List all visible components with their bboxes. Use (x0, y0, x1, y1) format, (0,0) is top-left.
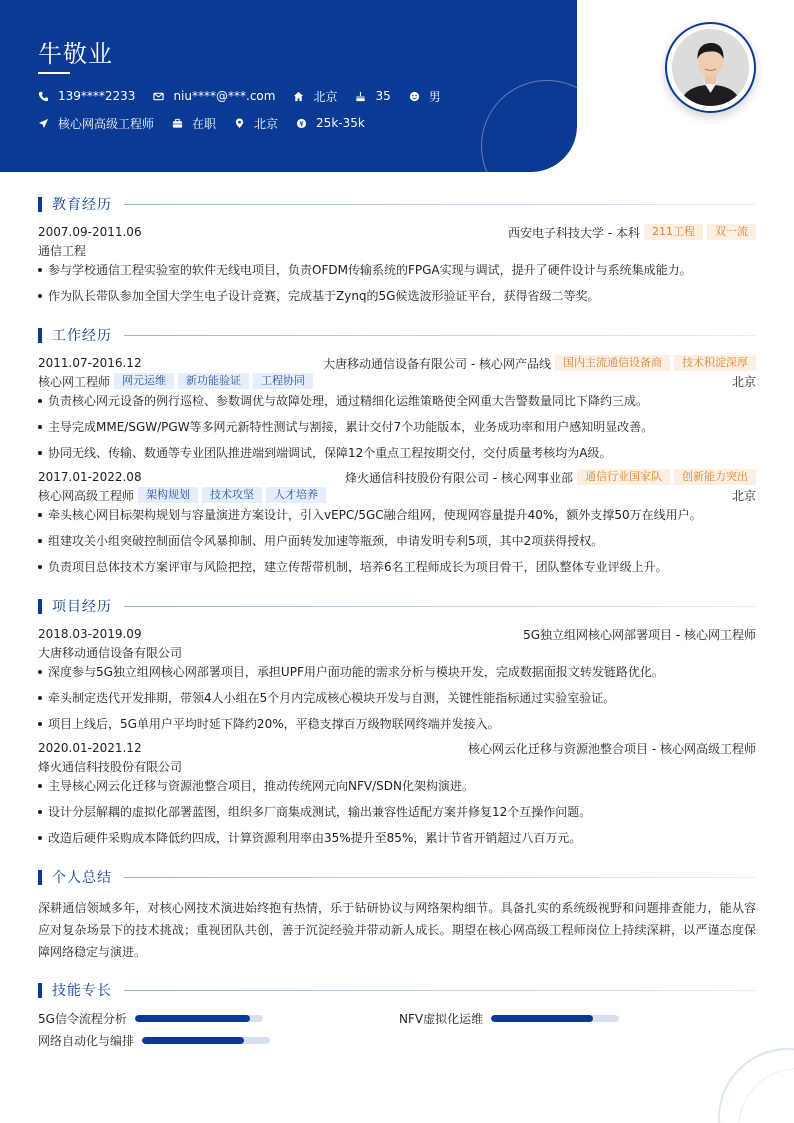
location-item (293, 88, 337, 105)
skill-tag: 人才培养 (266, 487, 326, 503)
salary-item (296, 116, 365, 130)
age-item (355, 89, 390, 103)
work-header-row (38, 469, 756, 485)
section-marker (38, 983, 42, 998)
skill-tag: 架构规划 (138, 487, 198, 503)
skill-level-fill (491, 1015, 593, 1022)
project-bullet: 牵头制定迭代开发排期，带领4人小组在5个月内完成核心模块开发与自测，关键性能指标通过实验室验证。 (38, 690, 756, 706)
summary-section-header (38, 869, 756, 885)
work-bullet: 负责项目总体技术方案评审与风险把控，建立传帮带机制，培养6名工程师成长为项目骨干，团队整体专业评级上升。 (38, 559, 756, 575)
skill-name: NFV虚拟化运维 (399, 1011, 484, 1026)
target-title-text: 核心网高级工程师 (58, 116, 155, 131)
work-company: 烽火通信科技股份有限公司 - 核心网事业部 (345, 470, 573, 485)
project-org-row (38, 644, 756, 660)
project-header-row (38, 740, 756, 756)
section-divider (124, 606, 756, 607)
section-divider (124, 204, 756, 205)
skill-tag: 技术攻坚 (202, 487, 262, 503)
projects-title: 项目经历 (52, 599, 112, 615)
work-role: 核心网工程师 (38, 374, 111, 389)
age-text: 35 (375, 89, 391, 103)
education-period: 2007.09-2011.06 (38, 225, 142, 239)
gender-item (409, 88, 441, 105)
work-section-header (38, 327, 756, 343)
phone-text: 139****2233 (58, 89, 136, 103)
skill-item (38, 1032, 270, 1048)
school-tag: 211工程 (644, 224, 703, 240)
education-bullet: 参与学校通信工程实验室的软件无线电项目，负责OFDM传输系统的FPGA实现与调试，提升了硬件设计与系统集成能力。 (38, 262, 756, 278)
avatar-photo (672, 29, 749, 106)
projects-section-header (38, 598, 756, 614)
send-icon (38, 118, 49, 129)
company-tag: 国内主流通信设备商 (555, 355, 670, 371)
location-text: 北京 (313, 89, 338, 104)
gender-icon (409, 91, 420, 102)
avatar (665, 22, 756, 113)
work-bullet: 负责核心网元设备的例行巡检、参数调优与故障处理，通过精细化运维策略使全网重大告警数量同比下降约三成。 (38, 393, 756, 409)
section-marker (38, 328, 42, 343)
work-role-row (38, 487, 756, 503)
company-tag: 创新能力突出 (674, 469, 756, 485)
phone-item (38, 89, 135, 103)
home-icon (293, 91, 304, 102)
intention-row (38, 115, 383, 131)
briefcase-icon (172, 118, 183, 129)
contact-row (38, 88, 459, 104)
school-tag: 双一流 (707, 224, 756, 240)
project-bullet: 主导核心网云化迁移与资源池整合项目，推动传统网元向NFV/SDN化架构演进。 (38, 778, 756, 794)
work-company: 大唐移动通信设备有限公司 - 核心网产品线 (323, 356, 551, 371)
status-item (172, 115, 216, 132)
project-bullet: 项目上线后，5G单用户平均时延下降约20%，平稳支撑百万级物联网终端并发接入。 (38, 716, 756, 732)
section-marker (38, 870, 42, 885)
header-banner (0, 0, 577, 172)
project-org: 烽火通信科技股份有限公司 (38, 759, 183, 774)
section-divider (124, 335, 756, 336)
skill-item (38, 1010, 263, 1026)
education-title: 教育经历 (52, 197, 112, 213)
status-text: 在职 (192, 116, 217, 131)
company-tag: 技术积淀深厚 (674, 355, 756, 371)
work-bullet: 主导完成MME/SGW/PGW等多网元新特性测试与割接，累计交付7个功能版本，业务成功率和用户感知明显改善。 (38, 419, 756, 435)
skill-level-bar (135, 1015, 263, 1022)
skills-section-header (38, 982, 756, 998)
name-underline (38, 72, 70, 74)
work-city: 北京 (731, 488, 756, 503)
mail-icon (153, 91, 164, 102)
skills-title: 技能专长 (52, 983, 112, 999)
project-period: 2020.01-2021.12 (38, 741, 142, 755)
work-header-row (38, 355, 756, 371)
education-header-row (38, 224, 756, 240)
work-company-group (345, 469, 756, 486)
project-name: 5G独立组网核心网部署项目 - 核心网工程师 (523, 627, 756, 642)
work-period: 2017.01-2022.08 (38, 470, 142, 484)
company-tag: 通信行业国家队 (577, 469, 670, 485)
work-company-group (323, 355, 756, 372)
project-org: 大唐移动通信设备有限公司 (38, 645, 183, 660)
candidate-name: 牛敬业 (38, 40, 113, 68)
summary-title: 个人总结 (52, 870, 112, 886)
education-school: 西安电子科技大学 - 本科 (508, 225, 640, 240)
project-period: 2018.03-2019.09 (38, 627, 142, 641)
skill-level-fill (142, 1037, 244, 1044)
skill-tag: 工程协同 (253, 373, 313, 389)
work-period: 2011.07-2016.12 (38, 356, 142, 370)
project-org-row (38, 758, 756, 774)
work-bullet: 组建攻关小组突破控制面信令风暴抑制、用户面转发加速等瓶颈，申请发明专利5项，其中2项获得授权。 (38, 533, 756, 549)
section-marker (38, 599, 42, 614)
email-item (153, 89, 275, 103)
skill-name: 5G信令流程分析 (38, 1011, 127, 1026)
skill-item (399, 1010, 619, 1026)
phone-icon (38, 91, 49, 102)
skill-level-bar (142, 1037, 270, 1044)
skill-level-fill (135, 1015, 250, 1022)
work-role: 核心网高级工程师 (38, 488, 135, 503)
work-role-row (38, 373, 756, 389)
target-title-item (38, 115, 154, 132)
project-bullet: 深度参与5G独立组网核心网部署项目，承担UPF用户面功能的需求分析与模块开发，完成数据面报文转发链路优化。 (38, 664, 756, 680)
education-bullet: 作为队长带队参加全国大学生电子设计竞赛，完成基于Zynq的5G候选波形验证平台，获得省级二等奖。 (38, 288, 756, 304)
section-divider (124, 877, 756, 878)
person-portrait-icon (672, 29, 749, 106)
skill-name: 网络自动化与编排 (38, 1033, 135, 1048)
decorative-circle (481, 80, 577, 172)
section-divider (124, 990, 756, 991)
money-icon (296, 118, 307, 129)
work-role-group (38, 487, 326, 504)
cake-icon (355, 91, 366, 102)
education-section-header (38, 196, 756, 212)
salary-text: 25k-35k (316, 116, 365, 130)
gender-text: 男 (428, 89, 441, 104)
project-name: 核心网云化迁移与资源池整合项目 - 核心网高级工程师 (468, 741, 756, 756)
pin-icon (234, 118, 245, 129)
project-header-row (38, 626, 756, 642)
work-role-group (38, 373, 313, 390)
email-text: niu****@***.com (173, 89, 276, 103)
skill-level-bar (491, 1015, 619, 1022)
target-city-text: 北京 (254, 116, 279, 131)
skill-tag: 新功能验证 (178, 373, 249, 389)
summary-text: 深耕通信领域多年，对核心网技术演进始终抱有热情，乐于钻研协议与网络架构细节。具备扎实的系统级视野和问题排查能力，能从容应对复杂场景下的技术挑战；重视团队共创，善于沉淀经验并带动新人成长。期望在核心网高级工程师岗位上持续深耕，以严谨态度保障网络稳定与演进。 (38, 901, 756, 959)
education-school-group (508, 224, 756, 241)
section-marker (38, 197, 42, 212)
work-title: 工作经历 (52, 328, 112, 344)
education-major-row (38, 242, 756, 258)
work-bullet: 牵头核心网目标架构规划与容量演进方案设计，引入vEPC/5GC融合组网，使现网容量提升40%，额外支撑50万在线用户。 (38, 507, 756, 523)
project-bullet: 改造后硬件采购成本降低约四成，计算资源利用率由35%提升至85%，累计节省开销超过八百万元。 (38, 830, 756, 846)
target-city-item (234, 115, 278, 132)
project-bullet: 设计分层解耦的虚拟化部署蓝图，组织多厂商集成测试，输出兼容性适配方案并修复12个互操作问题。 (38, 804, 756, 820)
education-major: 通信工程 (38, 243, 87, 258)
work-city: 北京 (731, 374, 756, 389)
work-bullet: 协同无线、传输、数通等专业团队推进端到端调试，保障12个重点工程按期交付，交付质量考核均为A级。 (38, 445, 756, 461)
skill-tag: 网元运维 (114, 373, 174, 389)
